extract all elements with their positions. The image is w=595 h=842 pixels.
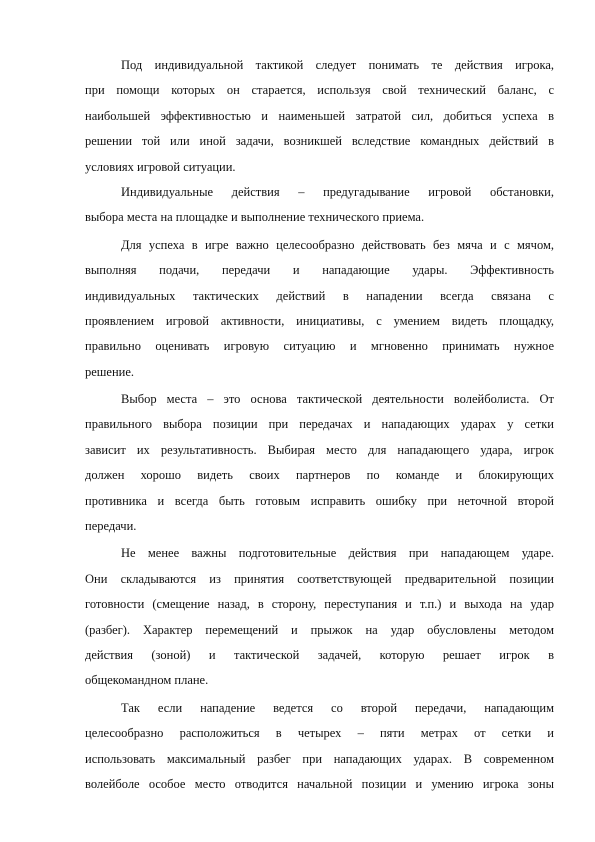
text-line: Они складываются из принятия соответствующей предварительной позиции xyxy=(85,571,554,586)
text-line: правильно оценивать игровую ситуацию и мгновенно принимать нужное xyxy=(85,339,554,354)
text-line: общекомандном плане. xyxy=(85,673,209,688)
text-line: зависит их результативность. Выбирая место для нападающего удара, игрок xyxy=(85,442,554,457)
paragraph-second-pass-attack xyxy=(85,696,554,798)
text-line: правильного выбора позиции при передачах и нападающих ударах у сетки xyxy=(85,417,554,432)
paragraph-choice-of-position xyxy=(85,387,554,539)
text-line: выполняя подачи, передачи и нападающие удары. Эффективность xyxy=(85,263,554,278)
text-line: при помощи которых он старается, используя свой технический баланс, с xyxy=(85,83,554,98)
document-body xyxy=(85,53,554,797)
text-line: действия (зоной) и тактической задачей, которую решает игрок в xyxy=(85,647,554,662)
paragraph-success-in-game xyxy=(85,233,554,385)
paragraph-individual-tactics xyxy=(85,53,554,180)
text-line: проявлением игровой активности, инициативы, с умением видеть площадку, xyxy=(85,313,554,328)
text-line: Выбор места – это основа тактической деятельности волейболиста. От xyxy=(121,392,554,407)
paragraph-preparatory-actions xyxy=(85,541,554,693)
text-line: Под индивидуальной тактикой следует понимать те действия игрока, xyxy=(121,58,554,72)
text-line: условиях игровой ситуации. xyxy=(85,159,236,174)
text-line: целесообразно расположиться в четырех – пяти метрах от сетки и xyxy=(85,726,554,741)
text-line: (разбег). Характер перемещений и прыжок на удар обусловлены методом xyxy=(85,622,554,637)
text-line: решении той или иной задачи, возникшей вследствие командных действий в xyxy=(85,134,554,149)
text-line: решение. xyxy=(85,364,135,379)
text-line: Индивидуальные действия – предугадывание игровой обстановки, xyxy=(121,184,554,199)
text-line: волейболе особое место отводится начальной позиции и умению игрока зоны xyxy=(85,776,554,791)
text-line: противника и всегда быть готовым исправить ошибку при неточной второй xyxy=(85,493,554,508)
text-line: готовности (смещение назад, в сторону, переступания и т.п.) и выхода на удар xyxy=(85,597,554,612)
text-line: индивидуальных тактических действий в нападении всегда связана с xyxy=(85,288,554,303)
text-line: Не менее важны подготовительные действия при нападающем ударе. xyxy=(121,546,554,561)
text-line: Так если нападение ведется со второй передачи, нападающим xyxy=(121,700,554,715)
text-line: Для успеха в игре важно целесообразно действовать без мяча и с мячом, xyxy=(121,237,554,252)
text-line: выбора места на площадке и выполнение технического приема. xyxy=(85,210,425,225)
text-line: использовать максимальный разбег при нападающих ударах. В современном xyxy=(85,751,554,766)
paragraph-individual-actions xyxy=(85,180,554,231)
text-line: передачи. xyxy=(85,519,137,534)
text-line: наибольшей эффективностью и наименьшей затратой сил, добиться успеха в xyxy=(85,108,554,123)
text-line: должен хорошо видеть своих партнеров по команде и блокирующих xyxy=(85,468,554,483)
